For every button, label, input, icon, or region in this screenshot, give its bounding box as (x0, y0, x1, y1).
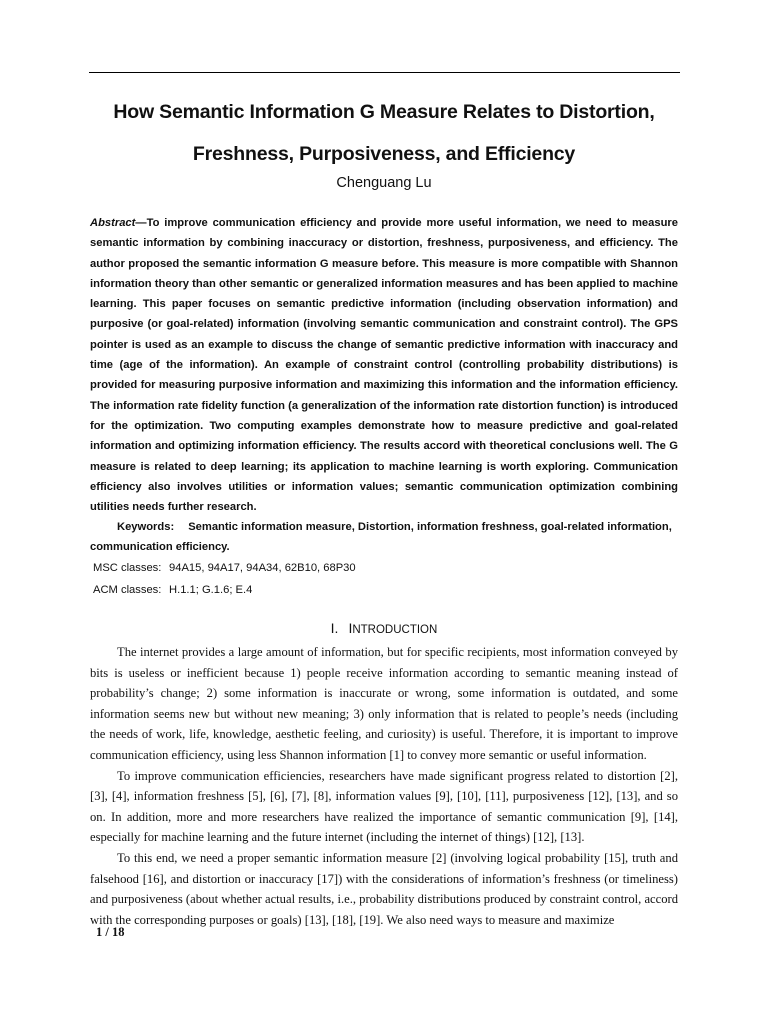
abstract-text: —To improve communication efficiency and provide more useful information, we need to measure semantic information by combining inaccuracy or distortion, freshness, purposiveness, and efficiency. The author proposed the semantic information G measure before. This measure is more compatible with Shannon information theory than other semantic or generalized information measures and has been applied to machine learning. This paper focuses on semantic predictive information (including observation information) and purposive (or goal-related) information (involving semantic communication and constraint control). The GPS pointer is used as an example to discuss the change of semantic predictive information with inaccuracy and time (age of the information). An example of constraint control (controlling probability distributions) is provided for measuring purposive information and maximizing this information and the information efficiency. The information rate fidelity function (a generalization of the information rate distortion function) is introduced for the optimization. Two computing examples demonstrate how to measure predictive and goal-related information and optimizing information efficiency. The results accord with theoretical conclusions well. The G measure is related to deep learning; its application to machine learning is worth exploring. Communication efficiency also involves utilities or information values; semantic communication optimization combining utilities needs further research. (90, 217, 678, 514)
paper-title-line-1: How Semantic Information G Measure Relates to Distortion, (113, 101, 655, 123)
header-rule (89, 72, 680, 73)
abstract (90, 213, 678, 517)
paragraph: To improve communication efficiencies, researchers have made significant progress related to distortion [2], [3], [4], information freshness [5], [6], [7], [8], information values [9], [10], [11], purposiveness [12], [13], and so on. In addition, more and more researchers have realized the importance of semantic communication [9], [14], especially for machine learning and the future internet (including the internet of things) [12], [13]. (90, 768, 678, 845)
abstract-label: Abstract (90, 217, 136, 229)
acm-classes (93, 584, 252, 596)
keywords (90, 517, 678, 558)
msc-label: MSC classes: (93, 562, 162, 574)
section-first-letter: I (348, 620, 353, 636)
section-number: I. (330, 620, 339, 636)
acm-value: H.1.1; G.1.6; E.4 (169, 584, 253, 596)
msc-classes (93, 562, 356, 574)
author-name: Chenguang Lu (336, 175, 432, 191)
msc-value: 94A15, 94A17, 94A34, 62B10, 68P30 (169, 562, 356, 574)
paragraph: To this end, we need a proper semantic information measure [2] (involving logical probability [15], truth and falsehood [16], and distortion or inaccuracy [17]) with the considerations of information’s freshness (or timeliness) and purposiveness (about whether actual results, i.e., probability distributions produced by constraint control, accord with the corresponding purposes or goals) [13], [18], [19]. We also need ways to measure and maximize (90, 850, 678, 927)
acm-label: ACM classes: (93, 584, 162, 596)
section-rest: NTRODUCTION (352, 624, 438, 636)
keywords-text: Semantic information measure, Distortion, information freshness, goal-related information, communication efficiency. (90, 521, 672, 554)
paragraph: The internet provides a large amount of information, but for specific recipients, most information conveyed by bits is useless or inefficient because 1) people receive information according to semantic meaning instead of probability’s change; 2) some information is inaccurate or wrong, some information is outdated, and some information seems new but without new meaning; 3) only information that is related to people’s needs (including the needs of work, life, knowledge, aesthetic feeling, and curiosity) is useful. Therefore, it is important to improve communication efficiency, using less Shannon information [1] to convey more semantic or useful information. (90, 645, 678, 762)
page-number: 1 / 18 (96, 925, 125, 939)
introduction-body (90, 642, 678, 930)
keywords-label: Keywords: (117, 521, 175, 533)
paper-title-line-2: Freshness, Purposiveness, and Efficiency (192, 143, 576, 165)
section-heading-introduction (60, 620, 708, 636)
